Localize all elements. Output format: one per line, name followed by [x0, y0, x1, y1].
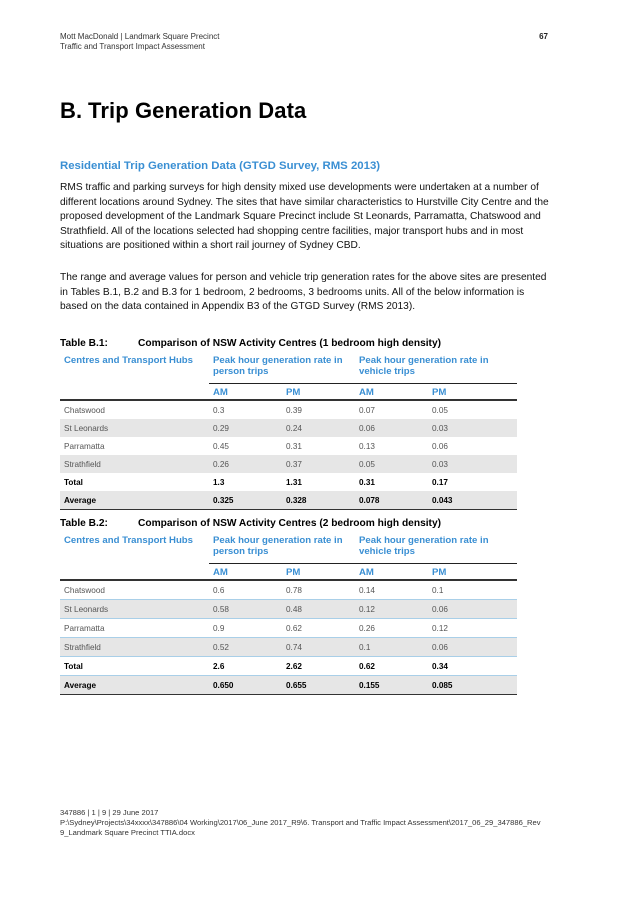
cell-value: 0.12	[355, 600, 428, 619]
table-2-title: Comparison of NSW Activity Centres (2 bedroom high density)	[138, 518, 442, 529]
cell-value: 0.26	[355, 619, 428, 638]
header-line-2: Traffic and Transport Impact Assessment	[60, 42, 205, 51]
cell-value: 0.06	[355, 419, 428, 437]
table-row	[60, 638, 517, 657]
cell-value: 1.3	[213, 477, 225, 487]
row-label: Total	[60, 657, 209, 676]
col-header-centres: Centres and Transport Hubs	[64, 535, 194, 546]
cell-value: 0.48	[282, 600, 355, 619]
cell-value: 0.17	[432, 477, 448, 487]
paragraph-1: RMS traffic and parking surveys for high density mixed use developments were undertaken at a number of different locations around Sydney. The sites that have similar characteristics to Hurstville City Centre and the proposed development of the Landmark Square Precinct include St Leonards, Parramatta, Chatswood and Strathfield. All of the locations selected had shopping centre facilities, major transport hubs and in most situations are positioned within a short rail journey of Sydney CBD.	[60, 182, 549, 252]
cell-value: 0.328	[282, 491, 355, 510]
row-label: Average	[60, 676, 209, 695]
cell-value: 0.58	[209, 600, 282, 619]
row-label: Chatswood	[64, 405, 105, 415]
cell-value: 0.14	[359, 585, 375, 595]
table-1-title: Comparison of NSW Activity Centres (1 bedroom high density)	[138, 338, 442, 349]
cell-value: 0.06	[428, 600, 517, 619]
col-header-pm: PM	[282, 384, 355, 401]
row-label: Average	[60, 491, 209, 510]
col-group-person-trips: Peak hour generation rate in person trips	[213, 355, 343, 377]
page-number: 67	[539, 32, 548, 41]
cell-value: 0.043	[428, 491, 517, 510]
cell-value: 0.52	[209, 638, 282, 657]
table-row	[60, 619, 517, 638]
table-1-caption	[60, 338, 441, 349]
table-row	[60, 491, 517, 510]
cell-value: 0.06	[432, 441, 448, 451]
cell-value: 0.1	[355, 638, 428, 657]
col-group-person-trips: Peak hour generation rate in person trips	[213, 535, 343, 557]
row-label: Parramatta	[60, 619, 209, 638]
cell-value: 0.085	[428, 676, 517, 695]
cell-value: 0.325	[209, 491, 282, 510]
cell-value: 0.24	[282, 419, 355, 437]
header-line-1: Mott MacDonald | Landmark Square Precinct	[60, 32, 220, 41]
row-label: Total	[64, 477, 83, 487]
cell-value: 0.31	[286, 441, 302, 451]
cell-value: 0.12	[428, 619, 517, 638]
cell-value: 0.3	[213, 405, 225, 415]
table-1-label: Table B.1:	[60, 338, 108, 349]
table-row	[60, 676, 517, 695]
table-row	[60, 419, 517, 437]
table-2-caption	[60, 518, 441, 529]
table-row	[60, 437, 517, 455]
cell-value: 0.655	[282, 676, 355, 695]
cell-value: 0.26	[209, 455, 282, 473]
table-row	[60, 600, 517, 619]
cell-value: 0.07	[359, 405, 375, 415]
cell-value: 0.05	[432, 405, 448, 415]
section-heading: Residential Trip Generation Data (GTGD Survey, RMS 2013)	[60, 160, 381, 172]
cell-value: 0.74	[282, 638, 355, 657]
page-footer	[60, 808, 550, 838]
row-label: St Leonards	[60, 419, 209, 437]
table-row	[60, 580, 517, 600]
cell-value: 0.650	[209, 676, 282, 695]
cell-value: 0.13	[359, 441, 375, 451]
cell-value: 1.31	[286, 477, 302, 487]
cell-value: 0.34	[428, 657, 517, 676]
col-header-am: AM	[355, 564, 428, 581]
title-number: B.	[60, 98, 83, 123]
page-title	[60, 98, 306, 124]
cell-value: 0.03	[428, 455, 517, 473]
col-header-pm: PM	[428, 384, 517, 401]
row-label: Strathfield	[60, 455, 209, 473]
cell-value: 0.45	[213, 441, 229, 451]
cell-value: 0.9	[209, 619, 282, 638]
table-2-label: Table B.2:	[60, 518, 108, 529]
cell-value: 0.05	[355, 455, 428, 473]
col-header-pm: PM	[428, 564, 517, 581]
cell-value: 0.1	[432, 585, 444, 595]
cell-value: 0.78	[286, 585, 302, 595]
cell-value: 0.62	[282, 619, 355, 638]
cell-value: 0.078	[355, 491, 428, 510]
cell-value: 0.39	[286, 405, 302, 415]
page-header	[60, 32, 548, 52]
col-header-pm: PM	[282, 564, 355, 581]
cell-value: 0.03	[428, 419, 517, 437]
row-label: Strathfield	[60, 638, 209, 657]
cell-value: 0.37	[282, 455, 355, 473]
cell-value: 0.06	[428, 638, 517, 657]
table-1	[60, 355, 517, 510]
col-header-blank	[60, 384, 209, 401]
table-2	[60, 535, 517, 695]
cell-value: 0.155	[355, 676, 428, 695]
col-header-blank	[60, 564, 209, 581]
col-header-am: AM	[355, 384, 428, 401]
footer-document-ref: 347886 | 1 | 9 | 29 June 2017	[60, 808, 159, 817]
cell-value: 0.29	[209, 419, 282, 437]
table-row	[60, 400, 517, 419]
col-header-am: AM	[209, 384, 282, 401]
row-label: St Leonards	[60, 600, 209, 619]
cell-value: 0.31	[359, 477, 375, 487]
col-header-centres: Centres and Transport Hubs	[64, 355, 194, 366]
col-header-am: AM	[209, 564, 282, 581]
title-text: Trip Generation Data	[88, 98, 307, 123]
row-label: Parramatta	[64, 441, 105, 451]
cell-value: 0.6	[213, 585, 225, 595]
table-row	[60, 473, 517, 491]
table-row	[60, 455, 517, 473]
paragraph-2: The range and average values for person and vehicle trip generation rates for the above sites are presented in Tables B.1, B.2 and B.3 for 1 bedroom, 2 bedrooms, 3 bedrooms units. All of the below information is based on the data contained in Appendix B3 of the GTGD Survey (RMS 2013).	[60, 272, 547, 313]
row-label: Chatswood	[64, 585, 105, 595]
cell-value: 2.6	[209, 657, 282, 676]
cell-value: 2.62	[282, 657, 355, 676]
col-group-vehicle-trips: Peak hour generation rate in vehicle trips	[359, 535, 489, 557]
footer-file-path: P:\Sydney\Projects\34xxxx\347886\04 Working\2017\06_June 2017_R9\6. Transport and Traffic Impact Assessment\2017_06_29_347886_Rev 9_Landmark Square Precinct TTIA.docx	[60, 818, 541, 837]
cell-value: 0.62	[355, 657, 428, 676]
table-row	[60, 657, 517, 676]
col-group-vehicle-trips: Peak hour generation rate in vehicle trips	[359, 355, 489, 377]
